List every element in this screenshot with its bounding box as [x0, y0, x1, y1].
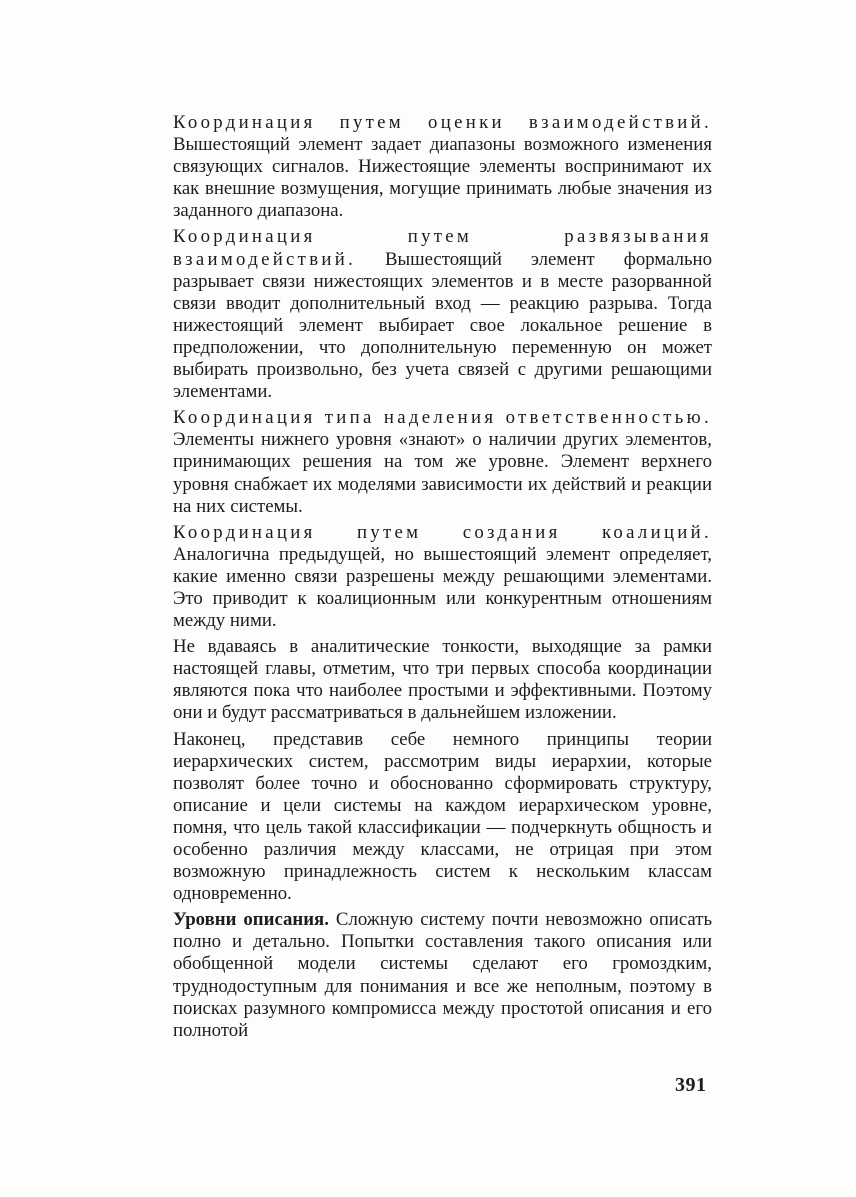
- paragraph-coordination-evaluation: [173, 112, 712, 222]
- page-body: [173, 112, 712, 1046]
- paragraph-text: Не вдаваясь в аналитические тонкости, выходящие за рамки настоящей главы, отметим, что три первых способа координации являются пока что наиболее простыми и эффективными. Поэтому они и будут рассматриваться в дальнейшем изложении.: [173, 636, 712, 724]
- term-coordination-evaluation: Координация путем оценки взаимодействий.: [173, 112, 712, 133]
- paragraph-text: Вышестоящий элемент формально разрывает связи нижестоящих элементов и в месте разорванной связи вводит дополнительный вход — реакцию разрыва. Тогда нижестоящий элемент выбирает свое локальное решение в предположении, что дополнительную переменную он может выбирать произвольно, без учета связей с другими решающими элементами.: [173, 248, 712, 403]
- paragraph-text: Наконец, представив себе немного принципы теории иерархических систем, рассмотрим виды иерархии, которые позволят более точно и обоснованно сформировать структуру, описание и цели системы на каждом иерархическом уровне, помня, что цель такой классификации — подчеркнуть общность и особенно различия между классами, не отрицая при этом возможную принадлежность систем к нескольким классам одновременно.: [173, 728, 712, 905]
- term-description-levels: Уровни описания.: [173, 909, 329, 931]
- paragraph-text: Сложную систему почти невозможно описать полно и детально. Попытки составления такого описания или обобщенной модели системы сделают его громоздким, труднодоступным для понимания и все же неполным, поэтому в поисках разумного компромисса между простотой описания и его полнотой: [173, 909, 713, 1041]
- paragraph-hierarchy-types: [173, 729, 712, 906]
- paragraph-text: Аналогична предыдущей, но вышестоящий элемент определяет, какие именно связи разрешены между решающими элементами. Это приводит к коалиционным или конкурентным отношениям между ними.: [173, 543, 712, 632]
- term-coordination-coalitions: Координация путем создания коалиций.: [173, 521, 712, 543]
- paragraph-coordination-responsibility: [173, 407, 712, 517]
- term-coordination-responsibility: Координация типа наделения ответственностью.: [173, 407, 712, 429]
- paragraph-text: Элементы нижнего уровня «знают» о наличии других элементов, принимающих решения на том же уровне. Элемент верхнего уровня снабжает их моделями зависимости их действий и реакции на них системы.: [173, 429, 712, 517]
- page-number: 391: [675, 1074, 707, 1096]
- paragraph-coordination-coalitions: [173, 522, 712, 632]
- paragraph-summary: [173, 636, 712, 724]
- paragraph-coordination-decoupling: [173, 226, 712, 403]
- paragraph-text: Вышестоящий элемент задает диапазоны возможного изменения связующих сигналов. Нижестоящие элементы воспринимают их как внешние возмущения, могущие принимать любые значения из заданного диапазона.: [173, 134, 712, 222]
- paragraph-description-levels: [173, 909, 712, 1042]
- term-coordination-decoupling: Координация путем развязывания взаимодействий.: [173, 226, 712, 270]
